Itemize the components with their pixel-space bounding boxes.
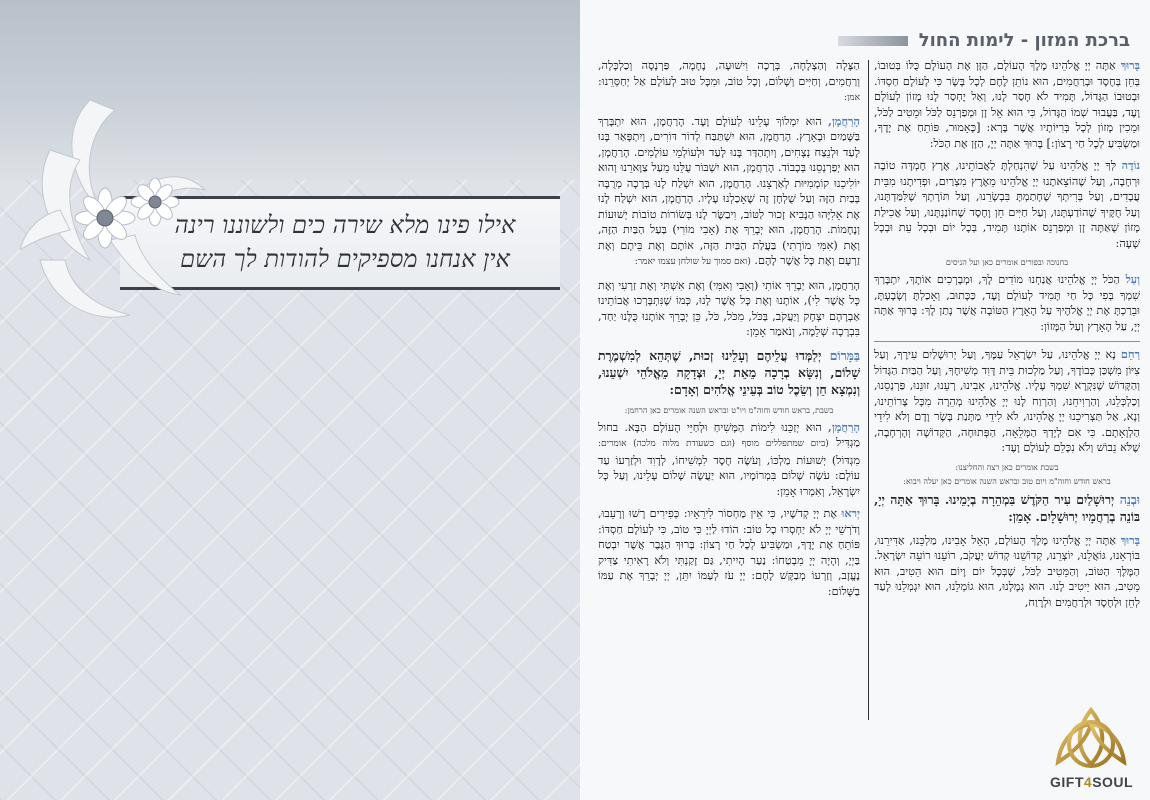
paragraph-lead: בָּרוּךְ bbox=[1120, 58, 1140, 72]
paragraph-lead: וְעַל bbox=[1125, 272, 1140, 286]
paragraph-text: יְרוּשָׁלַיִם עִיר הַקֹּדֶשׁ בִּמְהֵרָה בְיָמֵינוּ. בָּרוּךְ אַתָּה יְיָ, בּוֹנֵה בְרַחֲמָיו יְרוּשָׁלָיִם. אָמֵן: bbox=[874, 491, 1140, 524]
paragraph bbox=[874, 347, 1140, 456]
instruction-note: בחנוכה ובפורים אומרים כאן ועל הניסים bbox=[945, 258, 1069, 267]
paragraph-lead: בָּרוּךְ bbox=[1120, 532, 1140, 547]
paragraph bbox=[598, 278, 860, 340]
paragraph-text: אַתָּה יְיָ אֱלֹהֵינוּ מֶלֶךְ הָעוֹלָם, הַזָּן אֶת הָעוֹלָם כֻּלּוֹ בְּטוּבוֹ, בְּחֵן בְּחֶסֶד וּבְרַחֲמִים, הוּא נוֹתֵן לֶחֶם לְכָל בָּשָׂר כִּי לְעוֹלָם חַסְדּוֹ. וּבְטוּבוֹ הַגָּדוֹל, תָּמִיד לֹא חָסַר לָנוּ, וְאַל יֶחְסַר לָנוּ מָזוֹן לְעוֹלָם וָעֶד, בַּעֲבוּר שְׁמוֹ הַגָּדוֹל, כִּי הוּא אֵל זָן וּמְפַרְנֵס לַכֹּל וּמֵטִיב לַכֹּל, וּמֵכִין מָזוֹן לְכָל בְּרִיּוֹתָיו אֲשֶׁר בָּרָא: [כָּאָמוּר, פּוֹתֵחַ אֶת יָדֶךָ, וּמַשְׂבִּיעַ לְכָל חַי רָצוֹן:] בָּרוּךְ אַתָּה יְיָ, הַזָּן אֶת הַכֹּל: bbox=[874, 59, 1140, 150]
paragraph bbox=[598, 506, 860, 599]
flower-ornament-icon bbox=[20, 90, 220, 340]
paragraph-text: אֶת יְיָ קְדֹשָׁיו, כִּי אֵין מַחְסוֹר לִירֵאָיו: כְּפִירִים רָשׁוּ וְרָעֵבוּ, וְדֹרְשֵׁי יְיָ לֹא יַחְסְרוּ כָל טוֹב: הוֹדוּ לַיְיָ כִּי טוֹב, כִּי לְעוֹלָם חַסְדּוֹ: פּוֹתֵחַ אֶת יָדֶךָ, וּמַשְׂבִּיעַ לְכָל חַי רָצוֹן: בָּרוּךְ הַגֶּבֶר אֲשֶׁר יִבְטַח בַּיְיָ, וְהָיָה יְיָ מִבְטַחוֹ: נַעַר הָיִיתִי, גַּם זָקַנְתִּי וְלֹא רָאִיתִי צַדִּיק נֶעֱזָב, וְזַרְעוֹ מְבַקֶּשׁ לָחֶם: יְיָ עֹז לְעַמּוֹ יִתֵּן, יְיָ יְבָרֵךְ אֶת עַמּוֹ בַשָּׁלוֹם: bbox=[598, 507, 860, 598]
column-divider bbox=[868, 60, 869, 720]
instruction-note: (ואם סמוך על שולחן עצמו יאמר: bbox=[634, 257, 751, 267]
paragraph-lead: נוֹדֶה bbox=[1121, 158, 1140, 172]
paragraph-text: לְּךָ יְיָ אֱלֹהֵינוּ עַל שֶׁהִנְחַלְתָּ לַאֲבוֹתֵינוּ, אֶרֶץ חֶמְדָּה טוֹבָה וּרְחָבָה, וְעַל שֶׁהוֹצֵאתָנוּ יְיָ אֱלֹהֵינוּ מֵאֶרֶץ מִצְרַיִם, וּפְדִיתָנוּ מִבֵּית עֲבָדִים, וְעַל בְּרִיתְךָ שֶׁחָתַמְתָּ בִּבְשָׂרֵנוּ, וְעַל תּוֹרָתְךָ שֶׁלִּמַּדְתָּנוּ, וְעַל חֻקֶּיךָ שֶׁהוֹדַעְתָּנוּ, וְעַל חַיִּים חֵן וָחֶסֶד שֶׁחוֹנַנְתָּנוּ, וְעַל אֲכִילַת מָזוֹן שָׁאַתָּה זָן וּמְפַרְנֵס אוֹתָנוּ תָּמִיד, בְּכָל יוֹם וּבְכָל עֵת וּבְכָל שָׁעָה: bbox=[874, 159, 1140, 250]
paragraph-lead: בַּמָּרוֹם bbox=[829, 347, 860, 363]
paragraph-text: הַכֹּל יְיָ אֱלֹהֵינוּ אֲנַחְנוּ מוֹדִים לָךְ, וּמְבָרְכִים אוֹתָךְ, יִתְבָּרַךְ שִׁמְךָ בְּפִי כָּל חַי תָּמִיד לְעוֹלָם וָעֶד, כַּכָּתוּב, וְאָכַלְתָּ וְשָׂבָעְתָּ, וּבֵרַכְתָּ אֶת יְיָ אֱלֹהֶיךָ עַל הָאָרֶץ הַטּוֹבָה אֲשֶׁר נָתַן לָךְ: בָּרוּךְ אַתָּה יְיָ, עַל הָאָרֶץ וְעַל הַמָּזוֹן: bbox=[874, 273, 1140, 333]
paragraph-lead: הָרַחֲמָן, bbox=[828, 419, 860, 434]
blessing-line-2: אין אנחנו מספיקים להודות לך השם bbox=[180, 245, 510, 273]
paragraph-text: הָרַחֲמָן, הוּא יְבָרֵךְ אוֹתִי (וְאָבִי וְאִמִּי) וְאֶת אִשְׁתִּי וְאֶת זַרְעִי וְאֶת כָּל אֲשֶׁר לִי), אוֹתָנוּ וְאֶת כָּל אֲשֶׁר לָנוּ, כְּמוֹ שֶׁנִּתְבָּרְכוּ אֲבוֹתֵינוּ אַבְרָהָם יִצְחָק וְיַעֲקֹב, בַּכֹּל, מִכֹּל, כֹּל, כֵּן יְבָרֵךְ אוֹתָנוּ כֻּלָּנוּ יַחַד, בִּבְרָכָה שְׁלֵמָה, וְנֹאמַר אָמֵן: bbox=[598, 278, 860, 338]
paragraph-lead: וּבְנֵה bbox=[1119, 491, 1140, 507]
text-column-right bbox=[874, 58, 1140, 758]
amen-note: אמן: bbox=[843, 93, 860, 103]
paragraph bbox=[874, 158, 1140, 251]
paragraph-lead: רַחֵם bbox=[1120, 347, 1140, 361]
instruction-note: בשבת, בראש חודש וחוה"מ ויו"ט ובראש השנה אומרים כאן הרחמן: bbox=[624, 405, 834, 415]
paragraph-text: נָא יְיָ אֱלֹהֵינוּ, עַל יִשְׂרָאֵל עַמֶּךָ, וְעַל יְרוּשָׁלַיִם עִירֶךָ, וְעַל צִיּוֹן מִשְׁכַּן כְּבוֹדֶךָ, וְעַל מַלְכוּת בֵּית דָּוִד מְשִׁיחֶךָ, וְעַל הַבַּיִת הַגָּדוֹל וְהַקָּדוֹשׁ שֶׁנִּקְרָא שִׁמְךָ עָלָיו. אֱלֹהֵינוּ, אָבִינוּ, רְעֵנוּ, זוּנֵנוּ, פַּרְנְסֵנוּ, וְכַלְכְּלֵנוּ, וְהַרְוִיחֵנוּ, וְהַרְוַח לָנוּ יְיָ אֱלֹהֵינוּ מְהֵרָה מִכָּל צָרוֹתֵינוּ, וְנָא, אַל תַּצְרִיכֵנוּ יְיָ אֱלֹהֵינוּ, לֹא לִידֵי מַתְּנַת בָּשָׂר וָדָם וְלֹא לִידֵי הַלְוָאָתָם. כִּי אִם לְיָדְךָ הַמְּלֵאָה, הַפְּתוּחָה, הַקְּדוֹשָׁה וְהָרְחָבָה, שֶׁלֹּא נֵבוֹשׁ וְלֹא נִכָּלֵם לְעוֹלָם וָעֶד: bbox=[874, 348, 1140, 454]
text-panel bbox=[580, 0, 1150, 800]
logo-wordmark bbox=[1050, 774, 1133, 790]
paragraph bbox=[874, 272, 1140, 334]
paragraph bbox=[598, 114, 860, 271]
paragraph-lead: יְראוּ bbox=[841, 506, 860, 520]
paragraph-text: הַצָּלָה וְהַצְלָחָה, בְּרָכָה וִישׁוּעָה, נֶחָמָה, פַּרְנָסָה וְכַלְכָּלָה, וְרַחֲמִים, וְחַיִּים וְשָׁלוֹם, וְכָל טוֹב, וּמִכָּל טוּב לְעוֹלָם אַל יְחַסְּרֵנוּ: bbox=[598, 59, 860, 88]
title-bar bbox=[730, 30, 1140, 52]
separator bbox=[874, 341, 1140, 342]
paragraph bbox=[598, 420, 860, 500]
logo-text-part: SOUL bbox=[1092, 774, 1134, 790]
logo-text-part: GIFT bbox=[1050, 774, 1084, 790]
title-strip bbox=[838, 36, 908, 46]
paragraph-text: יְלַמְּדוּ עֲלֵיהֶם וְעָלֵינוּ זְכוּת, שֶׁתְּהֵא לְמִשְׁמֶרֶת שָׁלוֹם, וְנִשָּׂא בְרָכָה מֵאֵת יְיָ, וּצְדָקָה מֵאֱלֹהֵי יִשְׁעֵנוּ, וְנִמְצָא חֵן וְשֵׂכֶל טוֹב בְּעֵינֵי אֱלֹהִים וְאָדָם: bbox=[598, 347, 860, 397]
instruction-note: בראש חודש וחוה"מ ויום טוב ובראש השנה אומרים כאן יעלה ויבוא: bbox=[903, 476, 1111, 486]
paragraph-text: אַתָּה יְיָ אֱלֹהֵינוּ מֶלֶךְ הָעוֹלָם, הָאֵל אָבִינוּ, מַלְכֵּנוּ, אַדִּירֵנוּ, בּוֹרְאֵנוּ, גּוֹאֲלֵנוּ, יוֹצְרֵנוּ, קְדוֹשֵׁנוּ קְדוֹשׁ יַעֲקֹב, רוֹעֵנוּ רוֹעֵה יִשְׂרָאֵל. הַמֶּלֶךְ הַטּוֹב, וְהַמֵּטִיב לַכֹּל, שֶׁבְּכָל יוֹם וָיוֹם הוּא הֵטִיב, הוּא מֵטִיב, הוּא יֵיטִיב לָנוּ. הוּא גְמָלָנוּ, הוּא גוֹמְלֵנוּ, הוּא יִגְמְלֵנוּ לָעַד לְחֵן וּלְחֶסֶד וּלְרַחֲמִים וּלְרֶוַח, bbox=[874, 533, 1140, 609]
paragraph-text: מִגְדּוֹל) יְשׁוּעוֹת מַלְכּוֹ, וְעֹשֶׂה חֶסֶד לִמְשִׁיחוֹ, לְדָוִד וּלְזַרְעוֹ עַד עוֹלָם: עֹשֶׂה שָׁלוֹם בִּמְרוֹמָיו, הוּא יַעֲשֶׂה שָׁלוֹם עָלֵינוּ, וְעַל כָּל יִשְׂרָאֵל, וְאִמְרוּ אָמֵן: bbox=[598, 453, 860, 498]
logo-text-part: 4 bbox=[1083, 774, 1093, 790]
paragraph bbox=[874, 533, 1140, 611]
paragraph bbox=[874, 491, 1140, 525]
blessing-line-1: אילו פינו מלא שירה כים ולשוננו רינה bbox=[174, 211, 516, 239]
page-title: ברכת המזון - לימות החול bbox=[918, 30, 1130, 51]
instruction-note: בשבת אומרים כאן רצה והחליצנו: bbox=[955, 462, 1059, 472]
paragraph-text: הוּא יְזַכֵּנוּ לִימוֹת הַמָּשִׁיחַ וּלְחַיֵּי הָעוֹלָם הַבָּא. בחול מַגְדִּיל bbox=[598, 420, 860, 449]
paragraph bbox=[598, 58, 860, 107]
text-column-left bbox=[598, 58, 860, 758]
paragraph-text: הוּא יִמְלוֹךְ עָלֵינוּ לְעוֹלָם וָעֶד. הָרַחֲמָן, הוּא יִתְבָּרַךְ בַּשָּׁמַיִם וּבָאָרֶץ. הָרַחֲמָן, הוּא יִשְׁתַּבַּח לְדוֹר דּוֹרִים, וְיִתְפָּאַר בָּנוּ לָעַד וּלְנֵצַח נְצָחִים, וְיִתְהַדַּר בָּנוּ לָעַד וּלְעוֹלְמֵי עוֹלָמִים. הָרַחֲמָן, הוּא יְפַרְנְסֵנוּ בְּכָבוֹד. הָרַחֲמָן, הוּא יִשְׁבּוֹר עֻלֵּנוּ מֵעַל צַוָּארֵנוּ וְהוּא יוֹלִיכֵנוּ קוֹמְמִיּוּת לְאַרְצֵנוּ. הָרַחֲמָן, הוּא יִשְׁלַח לָנוּ בְּרָכָה מְרֻבָּה בְּבַיִת הַזֶּה וְעַל שֻׁלְחָן זֶה שֶׁאָכַלְנוּ עָלָיו. הָרַחֲמָן, הוּא יִשְׁלַח לָנוּ אֶת אֵלִיָּהוּ הַנָּבִיא זָכוּר לַטּוֹב, וִיבַשֶּׂר לָנוּ בְּשׂוֹרוֹת טוֹבוֹת יְשׁוּעוֹת וְנֶחָמוֹת. הָרַחֲמָן, הוּא יְבָרֵךְ אֶת (אָבִי מוֹרִי) בַּעַל הַבַּיִת הַזֶּה, וְאֶת (אִמִּי מוֹרָתִי) בַּעֲלַת הַבַּיִת הַזֶּה, אוֹתָם וְאֶת בֵּיתָם וְאֶת זַרְעָם וְאֶת כָּל אֲשֶׁר לָהֶם. bbox=[598, 114, 860, 267]
paragraph-lead: הָרַחֲמָן, bbox=[828, 113, 860, 128]
paragraph bbox=[598, 347, 860, 398]
instruction-note: (ביום שמתפללים מוסף (וגם כשעודת מלוה מלכה) אומרים: bbox=[598, 439, 829, 449]
paragraph bbox=[874, 58, 1140, 151]
